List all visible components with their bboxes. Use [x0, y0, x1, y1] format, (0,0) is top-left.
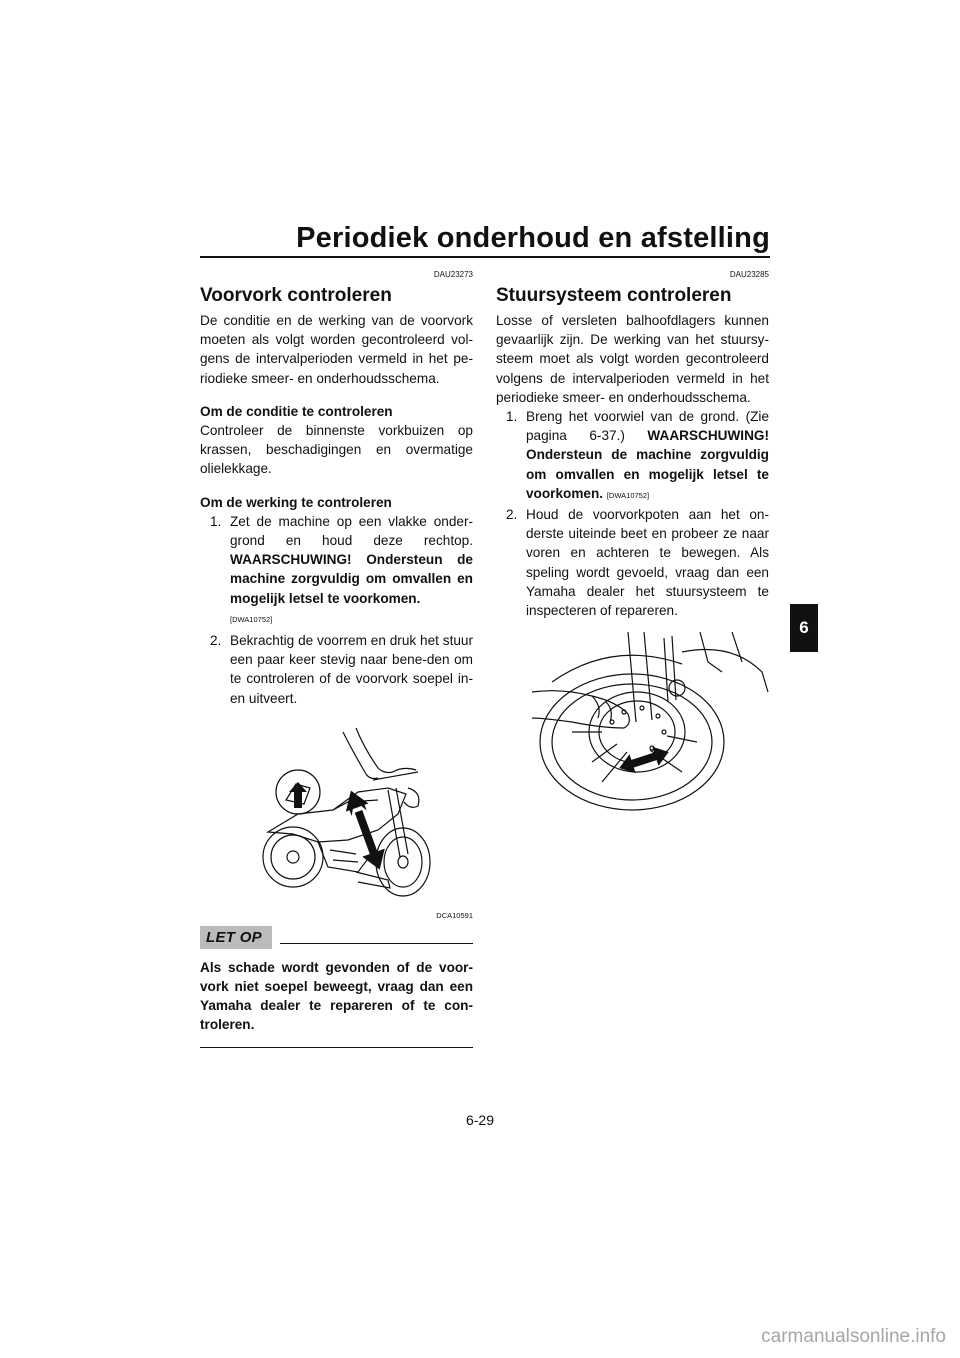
notice-badge: LET OP [200, 926, 272, 949]
step-number: 1. [210, 513, 222, 529]
step-number: 2. [506, 507, 518, 523]
step-text: Houd de voorvorkpoten aan het on-derste uiteinde beet en probeer ze naar voren en achteren te bewegen. Als speling wordt gevoeld, vraag dan een Yamaha dealer het stuursysteem te inspecteren of repareren. [526, 507, 769, 619]
step-2 [210, 631, 473, 708]
header-rule [200, 256, 770, 258]
intro-paragraph: De conditie en de werking van de voorvork moeten als volgt worden gecontroleerd vol-gens de intervalperioden vermeld in het pe-riodieke smeer- en onderhoudsschema. [200, 313, 473, 386]
figure-code: DCA10591 [436, 910, 473, 920]
section-code: DAU23285 [729, 270, 769, 279]
notice-header [200, 926, 473, 954]
step-text: Breng het voorwiel van de grond. (Zie pagina 6-37.) [526, 409, 769, 444]
notice-rule [280, 943, 473, 945]
steering-check-illustration [532, 632, 769, 817]
step-number: 1. [506, 409, 518, 425]
motorcycle-fork-image [238, 722, 473, 902]
section-code: DAU23273 [433, 270, 473, 279]
left-column [200, 270, 473, 1048]
step-2 [506, 505, 769, 620]
step-number: 2. [210, 633, 222, 649]
section-title-stuursysteem: Stuursysteem controleren [496, 285, 732, 306]
fork-compress-illustration [238, 722, 473, 920]
front-wheel-image [532, 632, 769, 812]
warning-code: [DWA10752] [606, 490, 650, 500]
step-text: Zet de machine op een vlakke onder-grond en houd deze rechtop. [230, 513, 473, 549]
notice-text: Als schade wordt gevonden of de voor-vork niet soepel beweegt, vraag dan een Yamaha dealer te repareren of te con-troleren. [200, 959, 473, 1033]
subheading-operation: Om de werking te controleren [200, 494, 392, 510]
step-1 [506, 407, 769, 505]
condition-paragraph: Controleer de binnenste vorkbuizen op krassen, beschadigingen en overmatige olielekkage. [200, 423, 473, 477]
warning-text: WAARSCHUWING! Ondersteun de machine zorgvuldig om omvallen en mogelijk letsel te voorkomen. [230, 552, 473, 606]
step-1 [210, 512, 473, 631]
notice-end-rule [200, 1047, 473, 1049]
right-column [496, 270, 769, 817]
chapter-tab: 6 [790, 604, 818, 652]
intro-paragraph: Losse of versleten balhoofdlagers kunnen gevaarlijk zijn. De werking van het stuursy-steem moet als volgt worden gecontroleerd volgens de intervalperioden vermeld in het periodieke smeer- en onderhoudsschema. [496, 313, 769, 405]
warning-code: [DWA10752] [230, 614, 273, 624]
warning-text: WAARSCHUWING! Ondersteun de machine zorgvuldig om omvallen en mogelijk letsel te voorkomen. [526, 428, 769, 501]
page-header-title: Periodiek onderhoud en afstelling [296, 222, 770, 254]
subheading-condition: Om de conditie te controleren [200, 403, 393, 419]
page-number: 6-29 [465, 1112, 495, 1128]
step-text: Bekrachtig de voorrem en druk het stuur een paar keer stevig naar bene-den om te controleren of de voorvork soepel in- en uitveert. [230, 633, 473, 706]
watermark: carmanualsonline.info [761, 1326, 946, 1347]
section-title-voorvork: Voorvork controleren [200, 285, 392, 306]
